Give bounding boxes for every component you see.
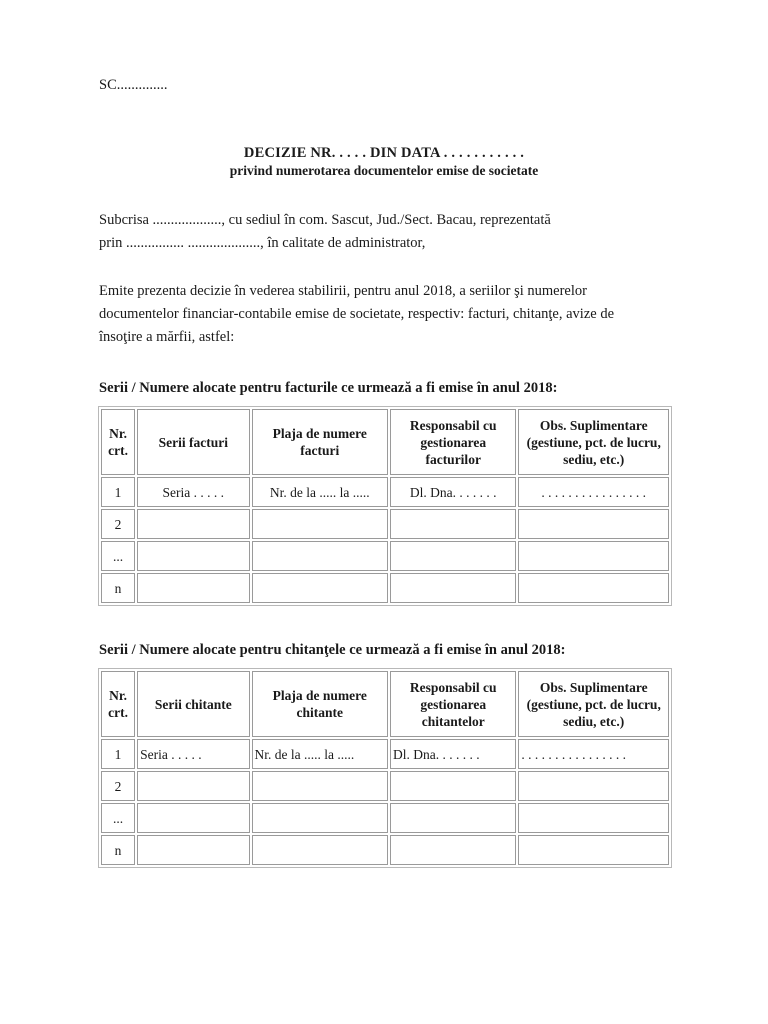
- chitante-section-title: Serii / Numere alocate pentru chitanţele ce urmează a fi emise în anul 2018:: [99, 642, 566, 658]
- table-cell: [390, 573, 516, 603]
- table-cell: Nr. de la ..... la .....: [252, 477, 388, 507]
- table-cell: [518, 835, 669, 865]
- table-row: [101, 477, 669, 507]
- col-nr-crt: Nr. crt.: [101, 671, 135, 737]
- table-cell: 2: [101, 771, 135, 801]
- col-plaja: Plaja de numere facturi: [252, 409, 388, 475]
- table-cell: [518, 509, 669, 539]
- body-line-1: Emite prezenta decizie în vederea stabilirii, pentru anul 2018, a seriilor şi numerelor: [99, 283, 587, 299]
- table-row: [101, 541, 669, 571]
- table-cell: [390, 835, 516, 865]
- table-cell: Seria . . . . .: [137, 477, 249, 507]
- table-cell: [518, 803, 669, 833]
- table-cell: [390, 509, 516, 539]
- table-cell: [518, 771, 669, 801]
- table-cell: [252, 541, 388, 571]
- table-cell: [252, 509, 388, 539]
- table-row: [101, 835, 669, 865]
- table-cell: Nr. de la ..... la .....: [252, 739, 388, 769]
- table-cell: [137, 771, 249, 801]
- body-line-3: însoţire a mărfii, astfel:: [99, 329, 235, 345]
- col-obs: Obs. Suplimentare (gestiune, pct. de lucru, sediu, etc.): [518, 671, 669, 737]
- table-cell: [137, 573, 249, 603]
- facturi-table: [98, 406, 672, 606]
- table-cell: [137, 835, 249, 865]
- decision-subtitle: privind numerotarea documentelor emise de societate: [229, 163, 539, 178]
- table-row: [101, 509, 669, 539]
- table-cell: Dl. Dna. . . . . . .: [390, 477, 516, 507]
- col-serii: Serii facturi: [137, 409, 249, 475]
- body-line-2: documentelor financiar-contabile emise de societate, respectiv: facturi, chitanţe, avize de: [99, 306, 615, 322]
- table-cell: . . . . . . . . . . . . . . . .: [518, 739, 669, 769]
- table-cell: n: [101, 573, 135, 603]
- table-cell: [252, 835, 388, 865]
- table-cell: [390, 771, 516, 801]
- table-cell: Seria . . . . .: [137, 739, 249, 769]
- table-cell: [518, 573, 669, 603]
- company-name: SC..............: [99, 77, 168, 93]
- table-cell: n: [101, 835, 135, 865]
- table-cell: [518, 541, 669, 571]
- table-cell: [252, 803, 388, 833]
- decision-title: DECIZIE NR. . . . . DIN DATA . . . . . . . . . . .: [243, 145, 525, 161]
- table-cell: [252, 573, 388, 603]
- table-cell: [252, 771, 388, 801]
- col-serii: Serii chitante: [137, 671, 249, 737]
- table-cell: 1: [101, 477, 135, 507]
- table-cell: ...: [101, 803, 135, 833]
- table-cell: Dl. Dna. . . . . . .: [390, 739, 516, 769]
- table-cell: [137, 509, 249, 539]
- intro-line-2: prin ................ ...................., în calitate de administrator,: [99, 235, 426, 251]
- chitante-table: [98, 668, 672, 868]
- table-cell: . . . . . . . . . . . . . . . .: [518, 477, 669, 507]
- table-row: [101, 573, 669, 603]
- col-plaja: Plaja de numere chitante: [252, 671, 388, 737]
- table-cell: 1: [101, 739, 135, 769]
- table-cell: 2: [101, 509, 135, 539]
- table-cell: [390, 803, 516, 833]
- table-cell: [137, 541, 249, 571]
- col-responsabil: Responsabil cu gestionarea facturilor: [390, 409, 516, 475]
- table-row: [101, 739, 669, 769]
- table-cell: ...: [101, 541, 135, 571]
- col-obs: Obs. Suplimentare (gestiune, pct. de lucru, sediu, etc.): [518, 409, 669, 475]
- table-cell: [390, 541, 516, 571]
- table-cell: [137, 803, 249, 833]
- intro-line-1: Subcrisa ..................., cu sediul în com. Sascut, Jud./Sect. Bacau, reprezentată: [99, 212, 551, 228]
- table-row: [101, 803, 669, 833]
- col-nr-crt: Nr. crt.: [101, 409, 135, 475]
- table-row: [101, 771, 669, 801]
- table-header-row: [101, 409, 669, 475]
- table-header-row: [101, 671, 669, 737]
- facturi-section-title: Serii / Numere alocate pentru facturile ce urmează a fi emise în anul 2018:: [99, 380, 558, 396]
- col-responsabil: Responsabil cu gestionarea chitantelor: [390, 671, 516, 737]
